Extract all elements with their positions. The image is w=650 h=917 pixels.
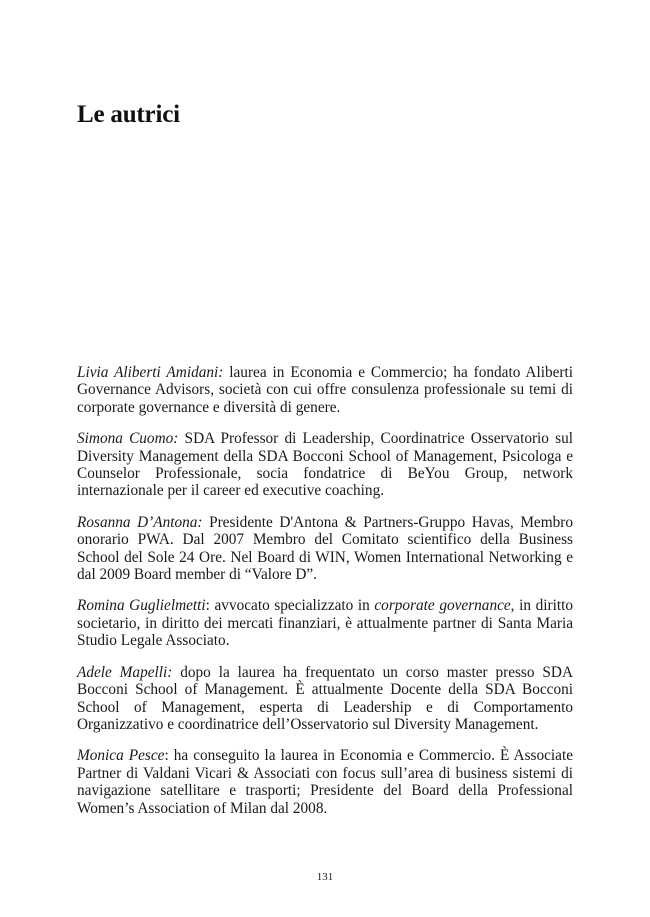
bio-cuomo (77, 430, 573, 500)
bio-dantona (77, 514, 573, 584)
bio-pesce (77, 747, 573, 817)
author-name: Monica Pesce (77, 747, 165, 765)
author-description: : ha conseguito la laurea in Economia e Commercio. È Associate Partner di Valdani Vicari & Associati con focus sull’area di business sistemi di navigazione satellitare e trasporti; Presidente del Board della Professional Women’s Association of Milan dal 2008. (77, 747, 574, 817)
bio-mapelli (77, 664, 573, 734)
author-description-start: : avvocato specializzato in (205, 597, 375, 615)
author-bios (77, 364, 573, 831)
page-number: 131 (316, 871, 334, 883)
bio-aliberti-amidani (77, 364, 573, 416)
author-description: dopo la laurea ha frequentato un corso master presso SDA Bocconi School of Management. È attualmente Docente della SDA Bocconi School of Management, esperta di Leadership e di Comportamento Organizzativo e coordinatrice dell’Osservatorio sul Diversity Management. (77, 663, 574, 733)
author-name: Romina Guglielmetti (77, 597, 206, 615)
author-description: SDA Professor di Leadership, Coordinatrice Osservatorio sul Diversity Management della SDA Bocconi School of Management, Psicologa e Counselor Professionale, socia fondatrice di BeYou Group, network internazionale per il career ed executive coaching. (77, 430, 573, 500)
author-name: Simona Cuomo: (77, 430, 179, 448)
author-description-emphasis: corporate governance (374, 597, 511, 615)
author-name: Adele Mapelli: (77, 663, 173, 681)
author-name: Rosanna D’Antona: (77, 513, 203, 531)
bio-guglielmetti (77, 597, 573, 649)
page-title: Le autrici (77, 101, 180, 128)
author-description: laurea in Economia e Commercio; ha fondato Aliberti Governance Advisors, società con cui offre consulenza professionale su temi di corporate governance e diversità di genere. (77, 364, 573, 416)
author-name: Livia Aliberti Amidani: (77, 364, 224, 381)
author-description-end: , in diritto societario, in diritto dei mercati finanziari, è attualmente partner di Santa Maria Studio Legale Associato. (77, 597, 573, 650)
author-description: Presidente D'Antona & Partners-Gruppo Havas, Membro onorario PWA. Dal 2007 Membro del Comitato scientifico della Business School del Sole 24 Ore. Nel Board di WIN, Women International Networking e dal 2009 Board member di “Valore D”. (77, 513, 573, 584)
